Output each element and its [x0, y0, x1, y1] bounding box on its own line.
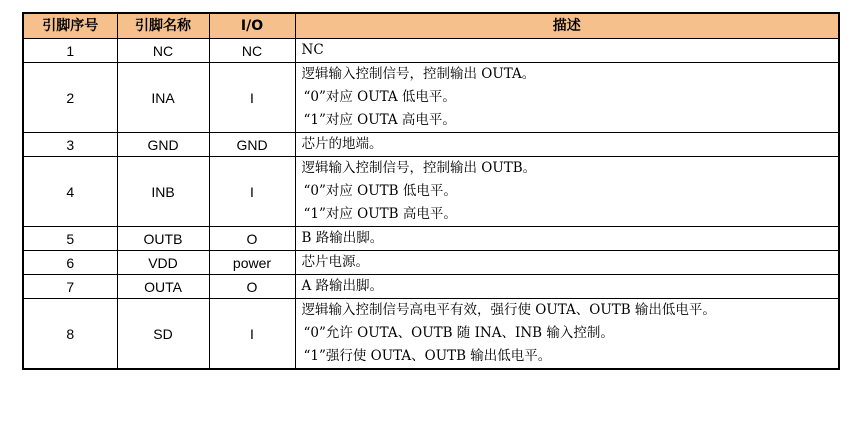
pin-name: OUTA	[117, 275, 209, 299]
pin-name: SD	[117, 299, 209, 370]
pin-io: I	[209, 157, 295, 227]
pin-io: I	[209, 299, 295, 370]
description-line: “0”对应 OUTB 低电平。	[303, 183, 457, 199]
pin-no: 3	[23, 133, 117, 157]
table-row	[23, 157, 839, 227]
pin-name: INB	[117, 157, 209, 227]
pin-io: NC	[209, 39, 295, 63]
pin-no: 2	[23, 63, 117, 133]
description-line: 逻辑输入控制信号高电平有效，强行使 OUTA、OUTB 输出低电平。	[301, 302, 716, 318]
pin-no: 7	[23, 275, 117, 299]
pin-io: O	[209, 227, 295, 251]
description-line: 芯片的地端。	[301, 136, 383, 152]
description-line: “1”对应 OUTA 高电平。	[303, 112, 456, 128]
description-line: 芯片电源。	[301, 254, 369, 270]
pin-description-table	[22, 12, 840, 370]
pin-io: GND	[209, 133, 295, 157]
description-line: A 路输出脚。	[301, 278, 384, 294]
pin-description	[295, 299, 839, 370]
description-line: “1”强行使 OUTA、OUTB 输出低电平。	[303, 348, 552, 364]
table-header-row	[23, 13, 839, 39]
pin-name: GND	[117, 133, 209, 157]
table-row	[23, 227, 839, 251]
pin-name: INA	[117, 63, 209, 133]
table-row	[23, 39, 839, 63]
pin-io: power	[209, 251, 295, 275]
description-line: 逻辑输入控制信号，控制输出 OUTA。	[301, 66, 536, 82]
header-pin-no: 引脚序号	[23, 13, 117, 39]
pin-description	[295, 39, 839, 63]
description-line: 逻辑输入控制信号，控制输出 OUTB。	[301, 160, 537, 176]
pin-name: NC	[117, 39, 209, 63]
description-line: B 路输出脚。	[301, 230, 384, 246]
pin-io: O	[209, 275, 295, 299]
pin-description	[295, 133, 839, 157]
description-line: “0”允许 OUTA、OUTB 随 INA、INB 输入控制。	[303, 325, 614, 341]
pin-description	[295, 227, 839, 251]
description-line: NC	[301, 42, 324, 58]
pin-no: 6	[23, 251, 117, 275]
table-row	[23, 251, 839, 275]
pin-description	[295, 251, 839, 275]
pin-name: VDD	[117, 251, 209, 275]
header-io: I/O	[209, 13, 295, 39]
header-description: 描述	[295, 13, 839, 39]
table-row	[23, 133, 839, 157]
pin-no: 4	[23, 157, 117, 227]
table-row	[23, 299, 839, 370]
pin-no: 5	[23, 227, 117, 251]
description-line: “1”对应 OUTB 高电平。	[303, 206, 457, 222]
pin-description	[295, 275, 839, 299]
pin-no: 1	[23, 39, 117, 63]
pin-description	[295, 63, 839, 133]
header-pin-name: 引脚名称	[117, 13, 209, 39]
table-row	[23, 63, 839, 133]
pin-no: 8	[23, 299, 117, 370]
table-row	[23, 275, 839, 299]
description-line: “0”对应 OUTA 低电平。	[303, 89, 456, 105]
pin-io: I	[209, 63, 295, 133]
pin-name: OUTB	[117, 227, 209, 251]
pin-description	[295, 157, 839, 227]
